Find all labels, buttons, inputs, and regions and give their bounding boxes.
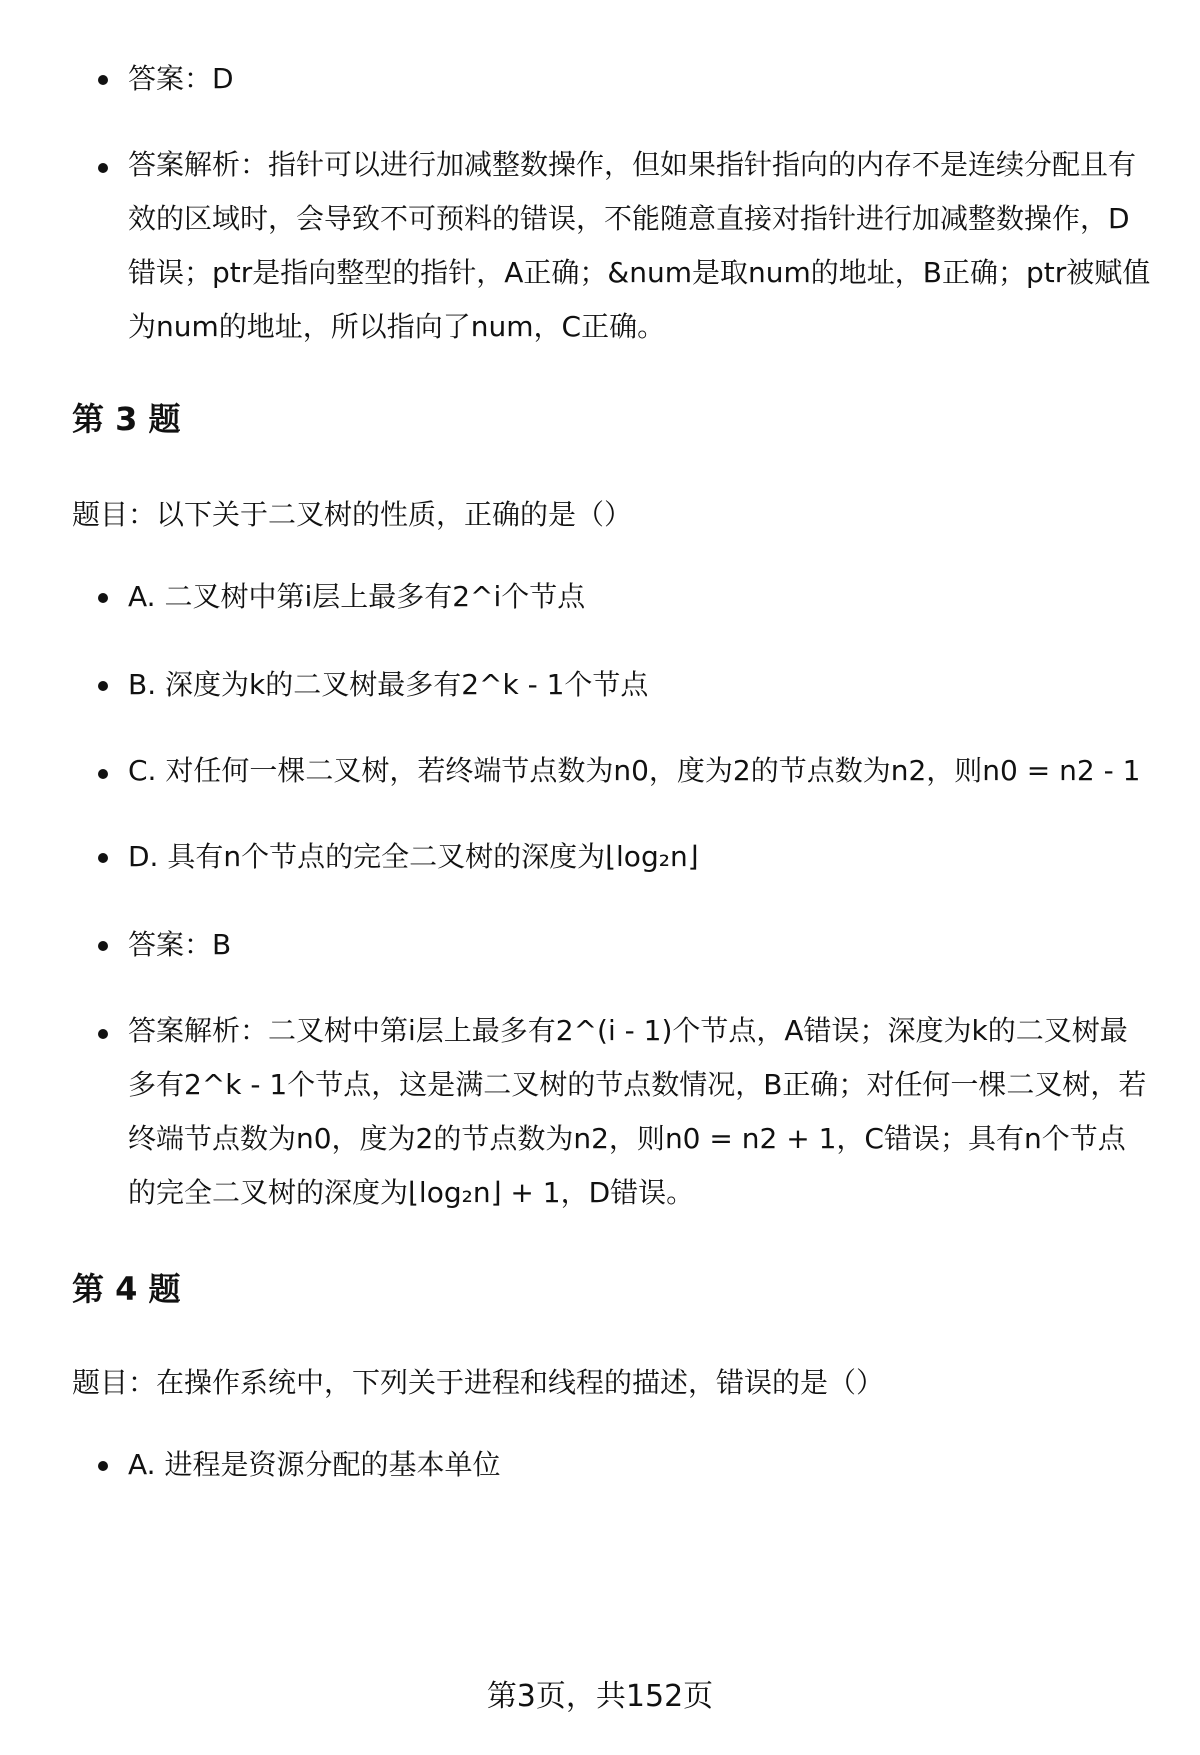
option-d: D. 具有n个节点的完全二叉树的深度为⌊log₂n⌋	[72, 828, 1152, 886]
explanation-line: 答案解析：指针可以进行加减整数操作，但如果指针指向的内存不是连续分配且有效的区域时，会导致不可预料的错误，不能随意直接对指针进行加减整数操作，D错误；ptr是指向整型的指针，A正确；&num是取num的地址，B正确；ptr被赋值为num的地址，所以指向了num，C正确。	[72, 138, 1152, 354]
option-c: C. 对任何一棵二叉树，若终端节点数为n0，度为2的节点数为n2，则n0 = n2 - 1	[72, 744, 1152, 798]
question-title: 第 4 题	[72, 1270, 181, 1308]
page-content	[72, 50, 1152, 1494]
answer-line: 答案：D	[72, 50, 1152, 108]
q4-list	[72, 1436, 1152, 1494]
prev-question-list	[72, 50, 1152, 354]
option-b: B. 深度为k的二叉树最多有2^k - 1个节点	[72, 656, 1152, 714]
page-number: 第3页，共152页	[486, 1679, 714, 1714]
question-title: 第 3 题	[72, 400, 181, 438]
question-stem: 题目：在操作系统中，下列关于进程和线程的描述，错误的是（）	[72, 1366, 885, 1399]
question-stem: 题目：以下关于二叉树的性质，正确的是（）	[72, 498, 633, 531]
q3-list	[72, 568, 1152, 1220]
answer-line: 答案：B	[72, 916, 1152, 974]
option-a: A. 二叉树中第i层上最多有2^i个节点	[72, 568, 1152, 626]
explanation-line: 答案解析：二叉树中第i层上最多有2^(i - 1)个节点，A错误；深度为k的二叉树最多有2^k - 1个节点，这是满二叉树的节点数情况，B正确；对任何一棵二叉树，若终端节点数为n0，度为2的节点数为n2，则n0 = n2 + 1，C错误；具有n个节点的完全二叉树的深度为⌊log₂n⌋ + 1，D错误。	[72, 1004, 1152, 1220]
option-a: A. 进程是资源分配的基本单位	[72, 1436, 1152, 1494]
